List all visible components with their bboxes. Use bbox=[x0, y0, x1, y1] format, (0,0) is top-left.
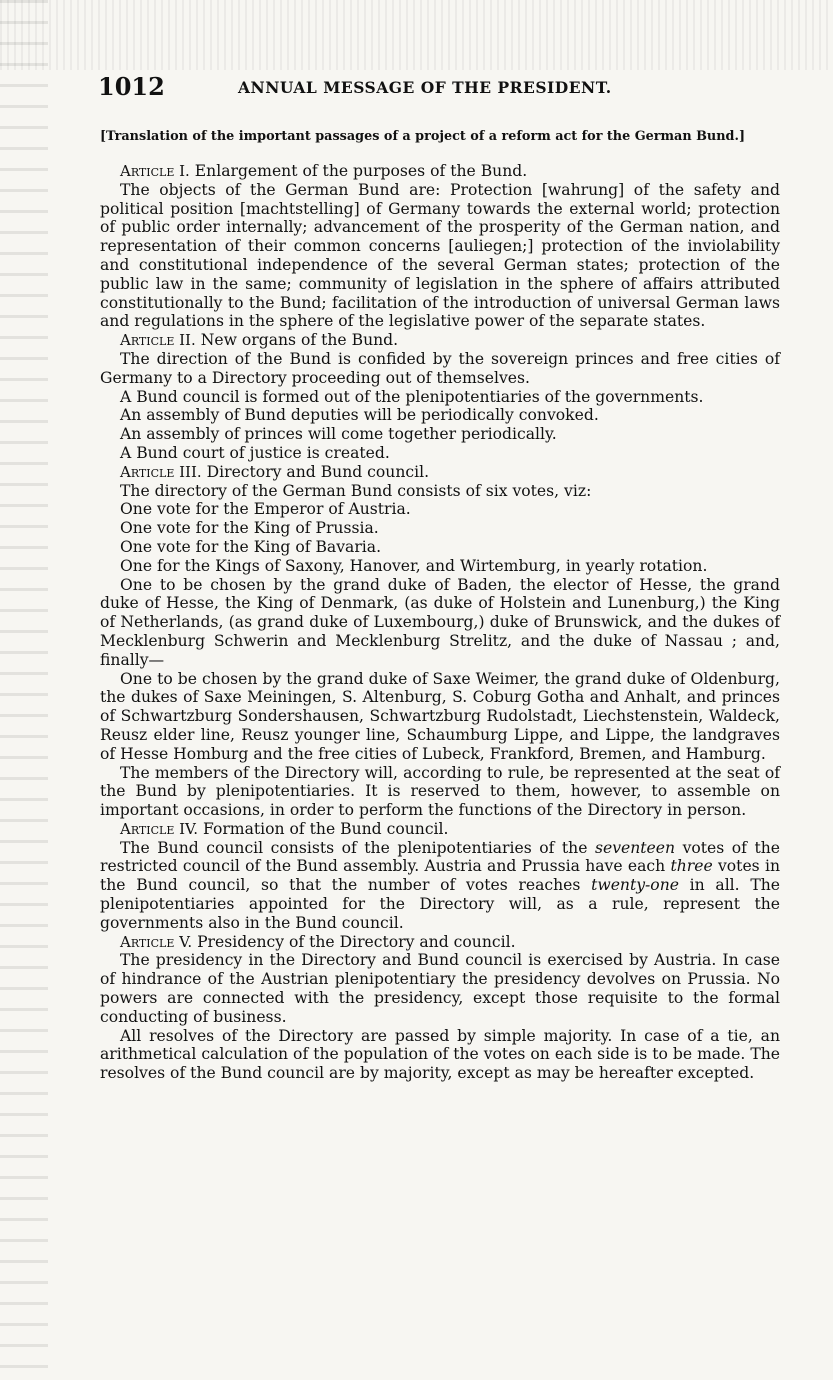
article-title: New organs of the Bund. bbox=[195, 331, 399, 350]
paragraph: The members of the Directory will, according to rule, be represented at the seat of the Bund by plenipotentiaries. It is reserved to them, however, to assemble on important occasions, in order to perform the functions of the Directory in person. bbox=[100, 763, 780, 820]
paragraph: An assembly of princes will come together periodically. bbox=[120, 425, 557, 444]
paragraph: The direction of the Bund is confided by the sovereign princes and free cities of Germany to a Directory proceeding out of themselves. bbox=[100, 349, 780, 387]
paragraph: One vote for the Emperor of Austria. bbox=[120, 500, 411, 519]
article-2-heading bbox=[100, 331, 780, 350]
paragraph: One vote for the King of Bavaria. bbox=[120, 537, 382, 556]
article-1-heading bbox=[100, 162, 780, 181]
text-run: in all. The plenipotentiaries appointed for the Directory will, as a rule, represent the governments also in the Bund council. bbox=[100, 876, 780, 932]
page-number: 1012 bbox=[98, 72, 165, 101]
article-title: Presidency of the Directory and council. bbox=[192, 932, 516, 951]
paragraph: One to be chosen by the grand duke of Baden, the elector of Hesse, the grand duke of Hesse, the King of Denmark, (as duke of Holstein and Lunenburg,) the King of Netherlands, (as grand duke of Luxembourg,) duke of Brunswick, and the dukes of Mecklenburg Schwerin and Mecklenburg Strelitz, and the duke of Nassau ; and, finally— bbox=[100, 575, 780, 669]
article-4-heading bbox=[100, 820, 780, 839]
article-label: Article IV. bbox=[120, 819, 199, 838]
paragraph: The presidency in the Directory and Bund council is exercised by Austria. In case of hindrance of the Austrian plenipotentiary the presidency devolves on Prussia. No powers are connected with the presidency, except those requisite to the formal conducting of business. bbox=[100, 951, 780, 1026]
italic-text: twenty-one bbox=[591, 876, 679, 895]
scan-noise-left bbox=[0, 0, 48, 1380]
italic-text: three bbox=[670, 857, 713, 876]
page-header bbox=[98, 72, 778, 102]
article-3-heading bbox=[100, 463, 780, 482]
article-label: Article I. bbox=[120, 162, 190, 180]
article-4-text bbox=[100, 839, 780, 933]
text-run: votes in the Bund council, so that the number of votes reaches bbox=[100, 857, 781, 895]
translation-caption: [Translation of the important passages of a project of a reform act for the German Bund.] bbox=[100, 129, 745, 144]
article-label: Article II. bbox=[120, 331, 196, 350]
article-1-text: The objects of the German Bund are: Protection [wahrung] of the safety and political position [machtstelling] of Germany towards the external world; protection of public order internally; advancement of the prosperity of the German nation, and representation of their common concerns [auliegen;] protection of the inviolability and constitutional independence of the several German states; protection of the public law in the same; community of legislation in the sphere of affairs attributed constitutionally to the Bund; facilitation of the introduction of universal German laws and regulations in the sphere of the legislative power of the separate states. bbox=[100, 180, 780, 331]
paragraph: One to be chosen by the grand duke of Saxe Weimer, the grand duke of Oldenburg, the dukes of Saxe Meiningen, S. Altenburg, S. Coburg Gotha and Anhalt, and princes of Schwartzburg Sondershausen, Schwartzburg Rudolstadt, Liechstenstein, Waldeck, Reusz elder line, Reusz younger line, Schaumburg Lippe, and Lippe, the landgraves of Hesse Homburg and the free cities of Lubeck, Frankford, Bremen, and Hamburg. bbox=[100, 669, 780, 763]
body-text bbox=[100, 162, 780, 1083]
article-title: Formation of the Bund council. bbox=[198, 819, 449, 838]
paragraph: A Bund council is formed out of the plenipotentiaries of the governments. bbox=[120, 387, 704, 406]
text-run: votes of the restricted council of the Bund assembly. Austria and Prussia have each bbox=[100, 838, 780, 876]
paragraph: All resolves of the Directory are passed by simple majority. In case of a tie, an arithmetical calculation of the population of the votes on each side is to be made. The resolves of the Bund council are by majority, except as may be hereafter excepted. bbox=[100, 1026, 780, 1083]
paragraph: One for the Kings of Saxony, Hanover, and Wirtemburg, in yearly rotation. bbox=[120, 556, 708, 575]
italic-text: seventeen bbox=[594, 838, 676, 857]
article-title: Directory and Bund council. bbox=[201, 462, 430, 481]
article-label: Article III. bbox=[120, 462, 202, 481]
article-5-heading bbox=[100, 933, 780, 952]
paragraph: An assembly of Bund deputies will be periodically convoked. bbox=[120, 406, 599, 425]
running-title: ANNUAL MESSAGE OF THE PRESIDENT. bbox=[238, 78, 612, 97]
article-label: Article V. bbox=[120, 932, 193, 951]
paragraph: One vote for the King of Prussia. bbox=[120, 519, 379, 538]
scan-noise-top bbox=[0, 0, 833, 70]
text-run: The Bund council consists of the plenipotentiaries of the bbox=[120, 838, 595, 857]
paragraph: The directory of the German Bund consists of six votes, viz: bbox=[120, 481, 592, 500]
article-title: Enlargement of the purposes of the Bund. bbox=[189, 162, 528, 180]
paragraph: A Bund court of justice is created. bbox=[120, 443, 390, 462]
